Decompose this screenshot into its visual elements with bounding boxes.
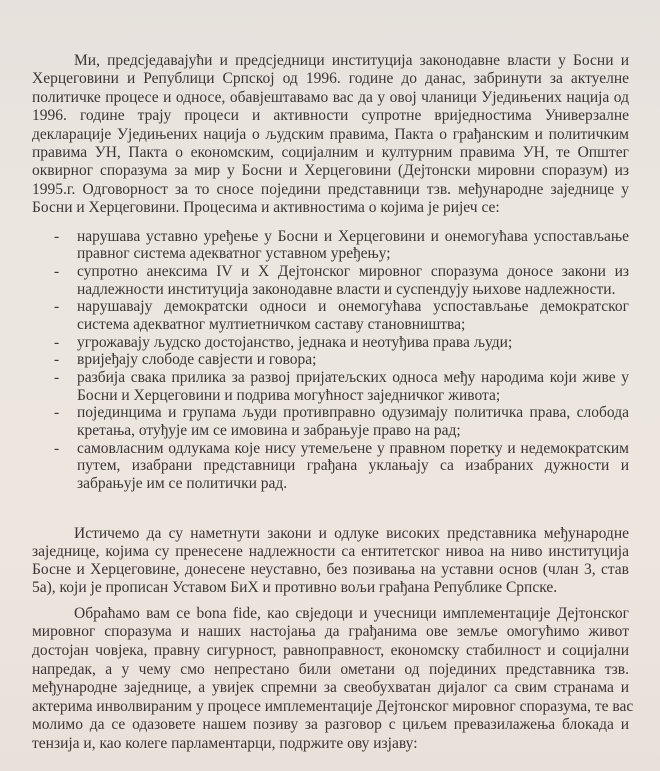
paragraph-appeal bbox=[32, 604, 634, 754]
text-line: забрањује им се политички рад. bbox=[77, 475, 288, 493]
text-line: молимо да се одазовете нашем позиву за разговор с циљем превазилажења блокада и bbox=[32, 716, 629, 734]
text-line: надлежности институција законодавне власти и суспендују њихове надлежности. bbox=[77, 280, 616, 298]
text-line: вријеђају слободе савјести и говора; bbox=[77, 351, 317, 369]
text-line: правног система адекватног уставном уређењу; bbox=[77, 245, 391, 263]
text-line: тензија и, као колеге парламентарци, подржите ову изјаву: bbox=[32, 734, 418, 752]
bullet-dash: - bbox=[54, 351, 60, 369]
text-line: оквирног споразума за мир у Босни и Херцеговини (Дејтонски мировни споразум) из bbox=[32, 162, 629, 180]
text-line: међународне заједнице, а увијек спремни за свеобухватан дијалог са свим странама и bbox=[32, 679, 629, 697]
bullet-list bbox=[32, 228, 629, 493]
text-line: Босне и Херцеговине, донесене неуставно, без позивања на уставни основ (члан 3, став bbox=[32, 560, 629, 578]
text-line: Босни и Херцеговини. Процесима и активностима о којима је ријеч се: bbox=[32, 199, 500, 217]
list-item bbox=[32, 228, 629, 263]
list-item bbox=[32, 369, 629, 404]
text-line: правима УН, Пакта о економским, социјалним и културним правима УН, те Општег bbox=[32, 143, 629, 161]
bullet-dash: - bbox=[54, 369, 60, 387]
text-line: Ми, предсједавајући и предсједници институција законодавне власти у Босни и bbox=[74, 52, 629, 69]
list-item bbox=[32, 334, 629, 352]
list-item bbox=[32, 263, 629, 298]
document-page bbox=[32, 52, 634, 754]
text-line: нарушавају демократски односи и онемогућава успостављање демократског bbox=[77, 298, 629, 316]
text-line: Истичемо да су наметнути закони и одлуке високих представника међународне bbox=[74, 524, 629, 542]
bullet-dash: - bbox=[54, 404, 60, 422]
text-line: Босни и Херцеговини и подрива могућност заједничког живота; bbox=[77, 386, 501, 404]
text-line: путем, изабрани представници грађана уклањају са изабраних дужности и bbox=[77, 457, 629, 475]
text-line: заједнице, којима су пренесене надлежности са ентитетског нивоа на ниво институција bbox=[32, 542, 629, 560]
list-item bbox=[32, 404, 629, 439]
text-line: напредак, а у чему смо непрестано били ометани од појединих представника тзв. bbox=[32, 660, 629, 678]
text-line: самовласним одлукама које нису утемељене у правном поретку и недемократским bbox=[77, 439, 629, 457]
bullet-dash: - bbox=[54, 439, 60, 457]
text-line: појединцима и групама људи противправно одузимају политичка права, слобода bbox=[77, 404, 629, 422]
bullet-dash: - bbox=[54, 333, 60, 351]
text-line: достојан човјека, правну сигурност, равноправност, економску стабилност и социјални bbox=[32, 642, 629, 660]
bullet-dash: - bbox=[54, 227, 60, 245]
text-line: 5а), који је прописан Уставом БиХ и противно вољи грађана Републике Српске. bbox=[32, 578, 558, 596]
text-line: Обраћамо вам се bona fide, као свједоци и учесници имплементације Дејтонског bbox=[74, 604, 629, 622]
list-item bbox=[32, 351, 629, 369]
text-line: угрожавају људско достојанство, једнака и неотуђива права људи; bbox=[77, 333, 513, 351]
text-line: 1996. године трају процеси и активности супротне вриједностима Универзалне bbox=[32, 107, 629, 125]
bullet-dash: - bbox=[54, 262, 60, 280]
text-line: Херцеговини и Републици Српској од 1996. године до данас, забринути за актуелне bbox=[32, 70, 629, 88]
text-line: декларације Уједињених нација о људским правима, Пакта о грађанским и политичким bbox=[32, 125, 629, 143]
text-line: 1995.г. Одговорност за то сносе поједини представници тзв. међународне заједнице у bbox=[32, 180, 629, 198]
text-line: нарушава уставно уређење у Босни и Херцеговини и онемогућава успостављање bbox=[77, 227, 629, 245]
text-line: политичке процесе и односе, обавјештавамо вас да у овој чланици Уједињених нација од bbox=[32, 88, 629, 106]
text-line: кретања, отуђује им се имовина и забрањује право на рад; bbox=[77, 422, 461, 440]
text-line: система адекватног мултиетничком саставу становништва; bbox=[77, 315, 466, 333]
list-item bbox=[32, 298, 629, 333]
paragraph-intro bbox=[32, 52, 629, 218]
paragraph-laws bbox=[32, 525, 629, 597]
text-line: мировног споразума и наших настојања да грађанима ове земље омогућимо живот bbox=[32, 623, 629, 641]
list-item bbox=[32, 440, 629, 493]
text-line: разбија свака прилика за развој пријатељских односа међу народима који живе у bbox=[77, 369, 629, 387]
text-line: актерима инволвираним у процесе имплементације Дејтонског мировног споразума, те вас bbox=[32, 697, 634, 715]
bullet-dash: - bbox=[54, 298, 60, 316]
text-line: супротно анексима IV и X Дејтонског мировног споразума доносе закони из bbox=[77, 262, 629, 280]
